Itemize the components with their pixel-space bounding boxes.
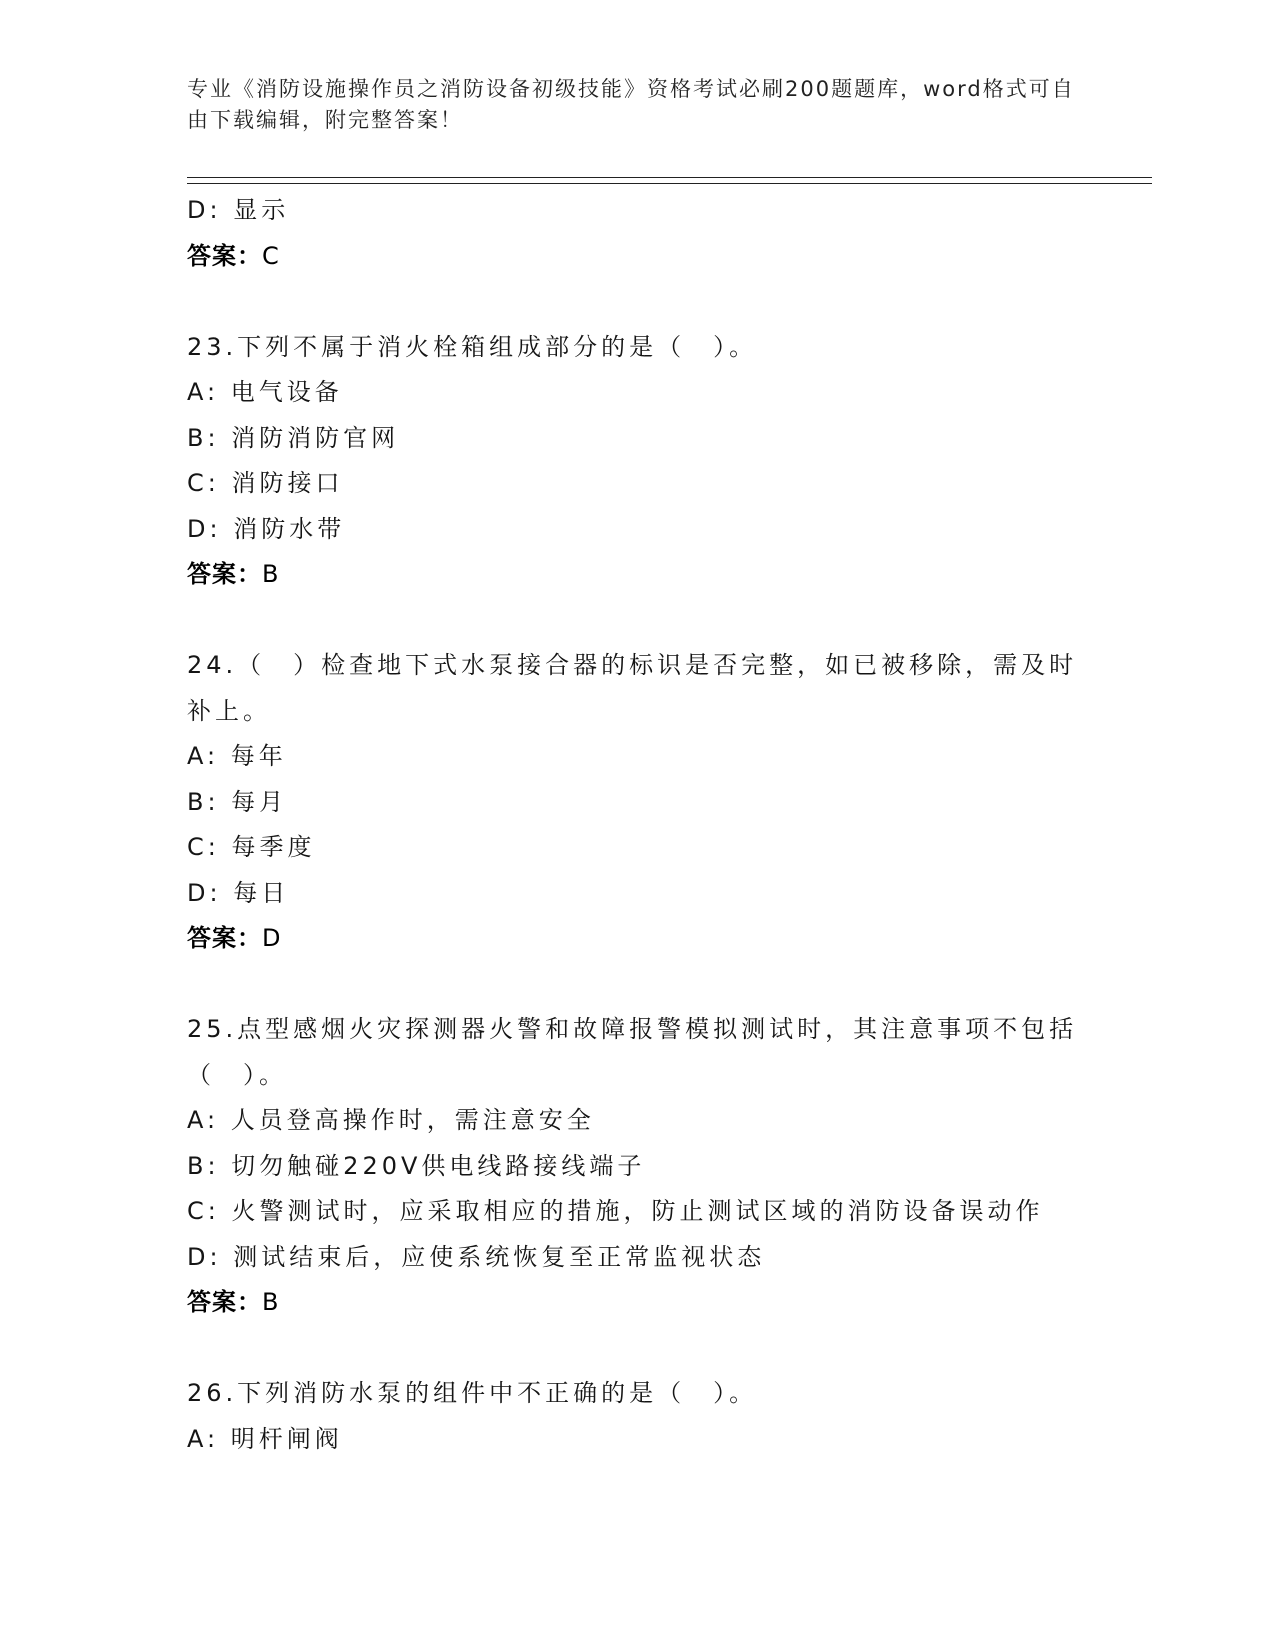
answer-value: C [262, 241, 280, 270]
option-b: B: 每月 [187, 787, 288, 816]
answer-value: B [262, 1288, 280, 1316]
option-a: A: 每年 [187, 742, 287, 770]
option-d: D: 显示 [187, 196, 290, 224]
answer-line [187, 916, 1087, 962]
answer-label: 答案： [187, 560, 262, 588]
answer-label: 答案： [187, 924, 262, 952]
question-stem: 26.下列消防水泵的组件中不正确的是（ ）。 [187, 1379, 758, 1407]
option-a: A: 明杆闸阀 [187, 1424, 343, 1453]
question-stem: 24.（ ）检查地下式水泵接合器的标识是否完整，如已被移除，需及时补上。 [187, 651, 1078, 725]
answer-line [187, 552, 1087, 598]
question-25 [187, 1007, 1087, 1326]
question-24 [187, 643, 1087, 962]
document-header: 专业《消防设施操作员之消防设备初级技能》资格考试必刷200题题库，word格式可自由下载编辑，附完整答案！ [187, 77, 1075, 132]
answer-value: B [262, 560, 280, 588]
question-stem: 23.下列不属于消火栓箱组成部分的是（ ）。 [187, 332, 758, 361]
question-list [187, 188, 1087, 1462]
answer-value: D [262, 924, 282, 952]
option-a: A: 电气设备 [187, 378, 343, 406]
option-d: D: 消防水带 [187, 514, 346, 543]
header-rule-top [187, 177, 1152, 178]
option-d: D: 测试结束后，应使系统恢复至正常监视状态 [187, 1242, 766, 1271]
answer-label: 答案： [187, 241, 262, 270]
option-d: D: 每日 [187, 878, 290, 907]
option-c: C: 每季度 [187, 833, 316, 861]
option-c: C: 消防接口 [187, 469, 344, 497]
option-a: A: 人员登高操作时，需注意安全 [187, 1106, 595, 1134]
answer-label: 答案： [187, 1288, 262, 1316]
question-26 [187, 1371, 1087, 1462]
option-b: B: 切勿触碰220V供电线路接线端子 [187, 1151, 646, 1180]
question-22-tail [187, 188, 1087, 279]
question-stem: 25.点型感烟火灾探测器火警和故障报警模拟测试时，其注意事项不包括（ ）。 [187, 1015, 1078, 1089]
header-rule-bottom [187, 183, 1152, 184]
option-c: C: 火警测试时，应采取相应的措施，防止测试区域的消防设备误动作 [187, 1197, 1044, 1225]
answer-line [187, 234, 1087, 280]
answer-line [187, 1280, 1087, 1326]
option-b: B: 消防消防官网 [187, 423, 400, 452]
question-23 [187, 325, 1087, 598]
